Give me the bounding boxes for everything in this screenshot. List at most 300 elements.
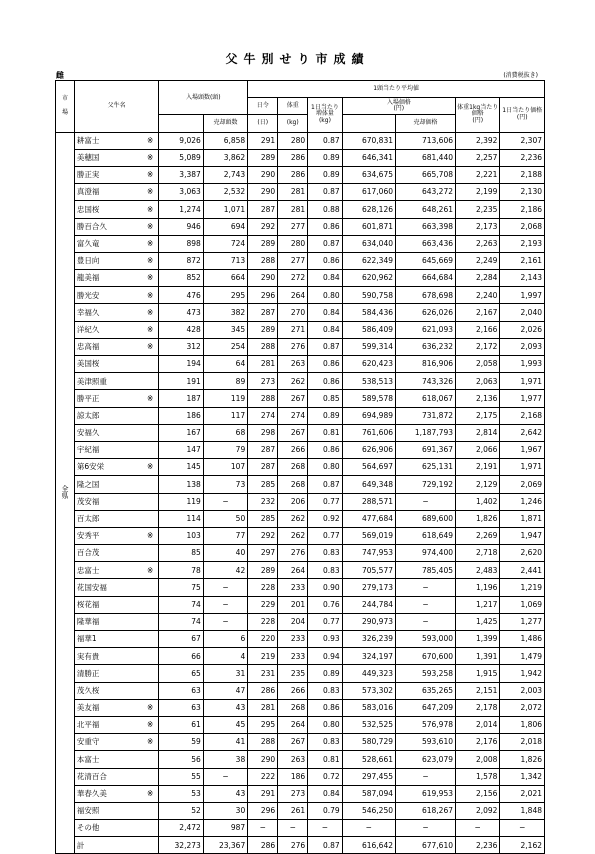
- ep-cell: 694,989: [342, 407, 395, 424]
- entry-cell: 61: [159, 716, 203, 733]
- pd-cell: 2,018: [500, 734, 545, 751]
- wt-cell: 233: [278, 631, 308, 648]
- table-row: [56, 682, 545, 699]
- sold-cell: 6: [203, 631, 247, 648]
- ep-cell: 626,906: [342, 441, 395, 458]
- sp-cell: 619,953: [395, 785, 455, 802]
- gain-cell: 0.86: [308, 441, 342, 458]
- bull-name-cell: 隆之国: [74, 476, 158, 493]
- wt-cell: 267: [278, 734, 308, 751]
- wt-cell: 233: [278, 579, 308, 596]
- bull-name-cell: 勝光安 ※: [74, 287, 158, 304]
- bull-name-cell: その他: [74, 820, 158, 837]
- ep-cell: 620,423: [342, 356, 395, 373]
- gain-cell: 0.80: [308, 716, 342, 733]
- gain-cell: 0.86: [308, 699, 342, 716]
- gain-cell: −: [308, 820, 342, 837]
- wt-cell: 276: [278, 338, 308, 355]
- ep-cell: 601,871: [342, 218, 395, 235]
- wt-cell: 274: [278, 407, 308, 424]
- header-daily-gain: 1日当たり増体量 (kg): [308, 98, 342, 132]
- pk-cell: 1,578: [455, 768, 499, 785]
- bull-name-cell: 豊日向 ※: [74, 252, 158, 269]
- table-row: [56, 218, 545, 235]
- tax-note: (消費税抜き): [503, 72, 538, 79]
- days-cell: −: [248, 820, 278, 837]
- total-row: [56, 837, 545, 854]
- gain-cell: 0.89: [308, 149, 342, 166]
- sold-cell: 42: [203, 562, 247, 579]
- bull-name-cell: 富久竜 ※: [74, 235, 158, 252]
- wt-cell: 267: [278, 390, 308, 407]
- sp-cell: 1,187,793: [395, 424, 455, 441]
- ep-cell: 290,973: [342, 613, 395, 630]
- table-row: [56, 166, 545, 183]
- sp-cell: 618,067: [395, 390, 455, 407]
- gain-cell: 0.86: [308, 252, 342, 269]
- gain-cell: 0.84: [308, 270, 342, 287]
- gain-cell: 0.90: [308, 579, 342, 596]
- ep-cell: 580,729: [342, 734, 395, 751]
- sp-cell: 670,600: [395, 648, 455, 665]
- table-row: [56, 751, 545, 768]
- ep-cell: 622,349: [342, 252, 395, 269]
- entry-cell: 2,472: [159, 820, 203, 837]
- pd-cell: 1,993: [500, 356, 545, 373]
- gain-cell: 0.83: [308, 682, 342, 699]
- pk-cell: 2,136: [455, 390, 499, 407]
- ep-cell: 584,436: [342, 304, 395, 321]
- entry-cell: 186: [159, 407, 203, 424]
- days-cell: 219: [248, 648, 278, 665]
- wt-cell: 267: [278, 424, 308, 441]
- entry-cell: 194: [159, 356, 203, 373]
- ep-cell: 599,314: [342, 338, 395, 355]
- pd-cell: 2,168: [500, 407, 545, 424]
- sold-cell: 41: [203, 734, 247, 751]
- days-cell: 287: [248, 441, 278, 458]
- sold-cell: 3,862: [203, 149, 247, 166]
- gain-cell: 0.86: [308, 218, 342, 235]
- sp-cell: 643,272: [395, 184, 455, 201]
- bull-name-cell: 忠富士 ※: [74, 562, 158, 579]
- total-entry-cell: 32,273: [159, 837, 203, 854]
- sp-cell: 621,093: [395, 321, 455, 338]
- sp-cell: 713,606: [395, 132, 455, 149]
- total-days-cell: 286: [248, 837, 278, 854]
- pk-cell: 2,269: [455, 527, 499, 544]
- ep-cell: 569,019: [342, 527, 395, 544]
- sp-cell: −: [395, 493, 455, 510]
- bull-name-cell: 宇紀福: [74, 441, 158, 458]
- bull-name-cell: 忠国桜 ※: [74, 201, 158, 218]
- days-cell: 220: [248, 631, 278, 648]
- sp-cell: 816,906: [395, 356, 455, 373]
- sp-cell: 663,436: [395, 235, 455, 252]
- pk-cell: 1,399: [455, 631, 499, 648]
- header-days: 日令: [248, 98, 278, 115]
- sold-cell: 43: [203, 699, 247, 716]
- sp-cell: 664,684: [395, 270, 455, 287]
- table-row: [56, 768, 545, 785]
- entry-cell: 78: [159, 562, 203, 579]
- bull-name-cell: 本富士: [74, 751, 158, 768]
- bull-name-cell: 勝平正 ※: [74, 390, 158, 407]
- table-row: [56, 235, 545, 252]
- pk-cell: 1,402: [455, 493, 499, 510]
- days-cell: 232: [248, 493, 278, 510]
- total-pd-cell: 2,162: [500, 837, 545, 854]
- pk-cell: 2,166: [455, 321, 499, 338]
- entry-cell: 898: [159, 235, 203, 252]
- entry-cell: 114: [159, 510, 203, 527]
- table-row: [56, 613, 545, 630]
- header-sold-price: 売却価格: [395, 115, 455, 132]
- bull-name-cell: 茂安福: [74, 493, 158, 510]
- gain-cell: 0.85: [308, 390, 342, 407]
- pd-cell: 1,971: [500, 459, 545, 476]
- days-cell: 295: [248, 716, 278, 733]
- header-sold-heads: 売却頭数: [203, 115, 247, 132]
- ep-cell: 617,060: [342, 184, 395, 201]
- entry-cell: 145: [159, 459, 203, 476]
- pk-cell: 2,178: [455, 699, 499, 716]
- header-entry-blank: [159, 115, 203, 132]
- sp-cell: 625,131: [395, 459, 455, 476]
- table-row: [56, 338, 545, 355]
- pd-cell: 2,441: [500, 562, 545, 579]
- pd-cell: 2,130: [500, 184, 545, 201]
- sold-cell: 2,743: [203, 166, 247, 183]
- page-title: 父牛別せり市成績: [225, 52, 370, 66]
- pk-cell: 2,172: [455, 338, 499, 355]
- table-row: [56, 252, 545, 269]
- gain-cell: 0.93: [308, 631, 342, 648]
- days-cell: 287: [248, 304, 278, 321]
- pk-cell: 2,284: [455, 270, 499, 287]
- table-row: [56, 545, 545, 562]
- days-cell: 281: [248, 699, 278, 716]
- wt-cell: 186: [278, 768, 308, 785]
- pk-cell: 2,156: [455, 785, 499, 802]
- pk-cell: 2,249: [455, 252, 499, 269]
- entry-cell: 59: [159, 734, 203, 751]
- wt-cell: 272: [278, 270, 308, 287]
- gain-cell: 0.81: [308, 751, 342, 768]
- wt-cell: 266: [278, 682, 308, 699]
- entry-cell: 473: [159, 304, 203, 321]
- sold-cell: 117: [203, 407, 247, 424]
- sp-cell: −: [395, 820, 455, 837]
- table-row: [56, 321, 545, 338]
- sold-cell: 38: [203, 751, 247, 768]
- entry-cell: 63: [159, 699, 203, 716]
- sold-cell: 295: [203, 287, 247, 304]
- header-weight-unit: (kg): [278, 115, 308, 132]
- wt-cell: 281: [278, 201, 308, 218]
- gain-cell: 0.87: [308, 338, 342, 355]
- gain-cell: 0.87: [308, 184, 342, 201]
- wt-cell: 277: [278, 252, 308, 269]
- pk-cell: −: [455, 820, 499, 837]
- sp-cell: 691,367: [395, 441, 455, 458]
- table-row: [56, 820, 545, 837]
- wt-cell: 268: [278, 476, 308, 493]
- bull-name-cell: 幸福久 ※: [74, 304, 158, 321]
- header-weight: 体重: [278, 98, 308, 115]
- table-row: [56, 665, 545, 682]
- gain-cell: 0.84: [308, 321, 342, 338]
- entry-cell: 52: [159, 802, 203, 819]
- ep-cell: 590,758: [342, 287, 395, 304]
- sp-cell: 645,669: [395, 252, 455, 269]
- ep-cell: 761,606: [342, 424, 395, 441]
- entry-cell: 56: [159, 751, 203, 768]
- gain-cell: 0.79: [308, 802, 342, 819]
- bull-name-cell: 福華1: [74, 631, 158, 648]
- pk-cell: 2,066: [455, 441, 499, 458]
- days-cell: 296: [248, 802, 278, 819]
- days-cell: 290: [248, 270, 278, 287]
- entry-cell: 66: [159, 648, 203, 665]
- pk-cell: 2,175: [455, 407, 499, 424]
- header-bull-name: 父牛名: [74, 81, 158, 133]
- days-cell: 228: [248, 613, 278, 630]
- days-cell: 292: [248, 527, 278, 544]
- total-label: 計: [74, 837, 158, 854]
- sp-cell: 635,265: [395, 682, 455, 699]
- entry-cell: 428: [159, 321, 203, 338]
- pd-cell: 1,219: [500, 579, 545, 596]
- table-row: [56, 304, 545, 321]
- pd-cell: 1,069: [500, 596, 545, 613]
- header-per-head: 1頭当たり平均値: [248, 81, 545, 98]
- ep-cell: 244,784: [342, 596, 395, 613]
- sold-cell: 31: [203, 665, 247, 682]
- entry-cell: 53: [159, 785, 203, 802]
- sp-cell: 618,649: [395, 527, 455, 544]
- wt-cell: 262: [278, 510, 308, 527]
- days-cell: 291: [248, 785, 278, 802]
- ep-cell: 634,675: [342, 166, 395, 183]
- table-row: [56, 785, 545, 802]
- sold-cell: 77: [203, 527, 247, 544]
- table-row: [56, 476, 545, 493]
- gain-cell: 0.77: [308, 613, 342, 630]
- pd-cell: 2,188: [500, 166, 545, 183]
- entry-cell: 119: [159, 493, 203, 510]
- bull-name-cell: 美国桜: [74, 356, 158, 373]
- sp-cell: 729,192: [395, 476, 455, 493]
- pd-cell: 2,040: [500, 304, 545, 321]
- entry-cell: 55: [159, 768, 203, 785]
- sp-cell: 576,978: [395, 716, 455, 733]
- wt-cell: 280: [278, 132, 308, 149]
- wt-cell: 233: [278, 648, 308, 665]
- table-row: [56, 631, 545, 648]
- days-cell: 285: [248, 476, 278, 493]
- total-gain-cell: 0.87: [308, 837, 342, 854]
- pd-cell: 2,307: [500, 132, 545, 149]
- entry-cell: 74: [159, 596, 203, 613]
- pd-cell: 2,068: [500, 218, 545, 235]
- pd-cell: 1,971: [500, 373, 545, 390]
- sp-cell: −: [395, 579, 455, 596]
- gain-cell: 0.83: [308, 562, 342, 579]
- sold-cell: 713: [203, 252, 247, 269]
- ep-cell: 670,831: [342, 132, 395, 149]
- sold-cell: 79: [203, 441, 247, 458]
- sp-cell: 665,708: [395, 166, 455, 183]
- table-row: [56, 802, 545, 819]
- pd-cell: 2,193: [500, 235, 545, 252]
- ep-cell: 324,197: [342, 648, 395, 665]
- ep-cell: −: [342, 820, 395, 837]
- table-row: [56, 356, 545, 373]
- sold-cell: 45: [203, 716, 247, 733]
- bull-name-cell: 桜花福: [74, 596, 158, 613]
- wt-cell: 268: [278, 459, 308, 476]
- sp-cell: 593,610: [395, 734, 455, 751]
- table-row: [56, 493, 545, 510]
- sp-cell: 743,326: [395, 373, 455, 390]
- sp-cell: 618,267: [395, 802, 455, 819]
- entry-cell: 476: [159, 287, 203, 304]
- bull-name-cell: 第6安栄 ※: [74, 459, 158, 476]
- days-cell: 281: [248, 356, 278, 373]
- sp-cell: 681,440: [395, 149, 455, 166]
- wt-cell: 264: [278, 562, 308, 579]
- ep-cell: 583,016: [342, 699, 395, 716]
- gain-cell: 0.89: [308, 166, 342, 183]
- ep-cell: 532,525: [342, 716, 395, 733]
- ep-cell: 705,577: [342, 562, 395, 579]
- total-pk-cell: 2,236: [455, 837, 499, 854]
- gain-cell: 0.84: [308, 785, 342, 802]
- ep-cell: 288,571: [342, 493, 395, 510]
- sp-cell: −: [395, 596, 455, 613]
- ep-cell: 564,697: [342, 459, 395, 476]
- wt-cell: 262: [278, 527, 308, 544]
- pd-cell: 2,003: [500, 682, 545, 699]
- results-table: [55, 80, 545, 854]
- days-cell: 287: [248, 459, 278, 476]
- sp-cell: 785,405: [395, 562, 455, 579]
- pk-cell: 1,826: [455, 510, 499, 527]
- gain-cell: 0.80: [308, 459, 342, 476]
- header-per-kg: 体重1kg当たり価格 (円): [455, 98, 499, 132]
- sold-cell: −: [203, 579, 247, 596]
- total-sold-cell: 23,367: [203, 837, 247, 854]
- pd-cell: 2,021: [500, 785, 545, 802]
- days-cell: 288: [248, 734, 278, 751]
- days-cell: 291: [248, 132, 278, 149]
- days-cell: 289: [248, 562, 278, 579]
- wt-cell: 235: [278, 665, 308, 682]
- sold-cell: −: [203, 596, 247, 613]
- sp-cell: 663,398: [395, 218, 455, 235]
- gain-cell: 0.88: [308, 201, 342, 218]
- total-ep-cell: 616,642: [342, 837, 395, 854]
- table-row: [56, 270, 545, 287]
- table-row: [56, 373, 545, 390]
- entry-cell: 191: [159, 373, 203, 390]
- pd-cell: 1,826: [500, 751, 545, 768]
- bull-name-cell: 洋紀久 ※: [74, 321, 158, 338]
- table-row: [56, 441, 545, 458]
- table-row: [56, 596, 545, 613]
- sp-cell: 689,600: [395, 510, 455, 527]
- sold-cell: 30: [203, 802, 247, 819]
- days-cell: 289: [248, 149, 278, 166]
- sold-cell: 47: [203, 682, 247, 699]
- sp-cell: 731,872: [395, 407, 455, 424]
- pk-cell: 2,008: [455, 751, 499, 768]
- bull-name-cell: 実有貴: [74, 648, 158, 665]
- entry-cell: 5,089: [159, 149, 203, 166]
- sold-cell: 2,532: [203, 184, 247, 201]
- pd-cell: 2,093: [500, 338, 545, 355]
- pk-cell: 2,014: [455, 716, 499, 733]
- gain-cell: 0.89: [308, 665, 342, 682]
- ep-cell: 297,455: [342, 768, 395, 785]
- bull-name-cell: 龍美福 ※: [74, 270, 158, 287]
- pd-cell: 2,236: [500, 149, 545, 166]
- table-row: [56, 459, 545, 476]
- pk-cell: 2,092: [455, 802, 499, 819]
- pk-cell: 2,173: [455, 218, 499, 235]
- table-row: [56, 699, 545, 716]
- header-price-group: 入場価格 (円): [342, 98, 455, 115]
- days-cell: 296: [248, 287, 278, 304]
- gain-cell: 0.87: [308, 235, 342, 252]
- pk-cell: 2,058: [455, 356, 499, 373]
- days-cell: 288: [248, 338, 278, 355]
- entry-cell: 3,063: [159, 184, 203, 201]
- gain-cell: 0.86: [308, 356, 342, 373]
- bull-name-cell: 安福久: [74, 424, 158, 441]
- gain-cell: 0.92: [308, 510, 342, 527]
- pk-cell: 1,425: [455, 613, 499, 630]
- gain-cell: 0.86: [308, 373, 342, 390]
- sp-cell: 974,400: [395, 545, 455, 562]
- bull-name-cell: 耕富士 ※: [74, 132, 158, 149]
- bull-name-cell: 清勝正: [74, 665, 158, 682]
- bull-name-cell: 真澄福 ※: [74, 184, 158, 201]
- sold-cell: −: [203, 613, 247, 630]
- header-per-day: 1日当たり価格 (円): [500, 98, 545, 132]
- wt-cell: 277: [278, 218, 308, 235]
- entry-cell: 67: [159, 631, 203, 648]
- sp-cell: 593,000: [395, 631, 455, 648]
- sp-cell: 678,698: [395, 287, 455, 304]
- pk-cell: 1,391: [455, 648, 499, 665]
- pk-cell: 2,176: [455, 734, 499, 751]
- entry-cell: 167: [159, 424, 203, 441]
- gain-cell: 0.87: [308, 132, 342, 149]
- pk-cell: 1,217: [455, 596, 499, 613]
- sold-cell: 694: [203, 218, 247, 235]
- pd-cell: −: [500, 820, 545, 837]
- bull-name-cell: 花清百合: [74, 768, 158, 785]
- days-cell: 290: [248, 184, 278, 201]
- sold-cell: 345: [203, 321, 247, 338]
- days-cell: 222: [248, 768, 278, 785]
- table-row: [56, 287, 545, 304]
- pk-cell: 2,151: [455, 682, 499, 699]
- sp-cell: 593,258: [395, 665, 455, 682]
- days-cell: 288: [248, 390, 278, 407]
